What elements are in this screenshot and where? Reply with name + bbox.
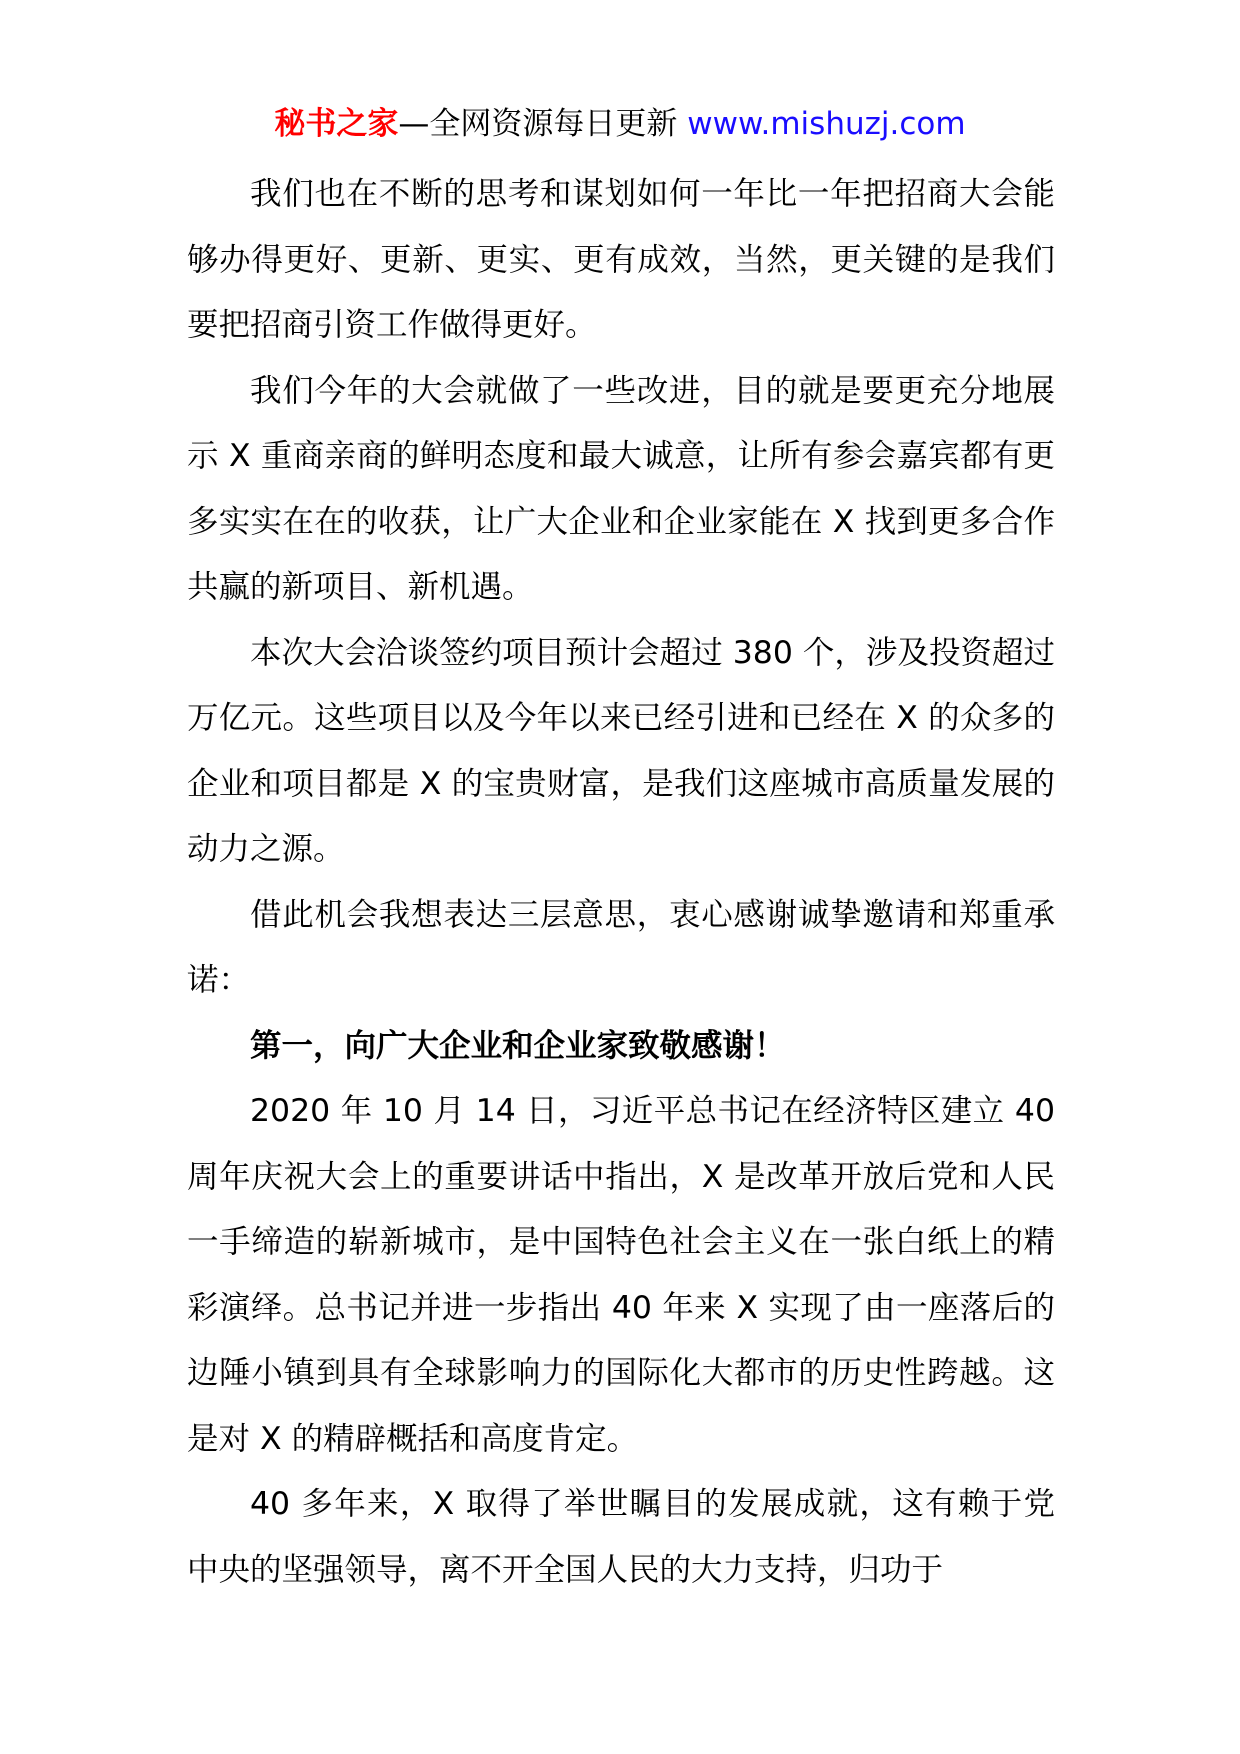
paragraph: 2020 年 10 月 14 日，习近平总书记在经济特区建立 40 周年庆祝大会上的重要讲话中指出，X 是改革开放后党和人民一手缔造的崭新城市，是中国特色社会主义在一张白纸上的精彩演绎。总书记并进一步指出 40 年来 X 实现了由一座落后的边陲小镇到具有全球影响力的国际化大都市的历史性跨越。这是对 X 的精辟概括和高度肯定。 <box>187 1093 1055 1457</box>
paragraph: 40 多年来，X 取得了举世瞩目的发展成就，这有赖于党中央的坚强领导，离不开全国人民的大力支持，归功于 <box>187 1486 1055 1588</box>
section-heading: 第一，向广大企业和企业家致敬感谢！ <box>250 1027 786 1064</box>
website-link[interactable]: www.mishuzj.com <box>687 106 966 142</box>
paragraph: 本次大会洽谈签约项目预计会超过 380 个，涉及投资超过万亿元。这些项目以及今年以来已经引进和已经在 X 的众多的企业和项目都是 X 的宝贵财富，是我们这座城市高质量发展的动力之源。 <box>187 634 1055 867</box>
brand-name: 秘书之家 <box>274 106 399 142</box>
page-header <box>0 100 1240 148</box>
paragraph: 我们今年的大会就做了一些改进，目的就是要更充分地展示 X 重商亲商的鲜明态度和最大诚意，让所有参会嘉宾都有更多实实在在的收获，让广大企业和企业家能在 X 找到更多合作共赢的新项目、新机遇。 <box>187 372 1055 605</box>
header-slogan: —全网资源每日更新 <box>398 106 678 142</box>
paragraph: 我们也在不断的思考和谋划如何一年比一年把招商大会能够办得更好、更新、更实、更有成效，当然，更关键的是我们要把招商引资工作做得更好。 <box>187 176 1055 343</box>
paragraph: 借此机会我想表达三层意思，衷心感谢诚挚邀请和郑重承诺： <box>187 896 1055 998</box>
document-body <box>187 162 1055 1603</box>
